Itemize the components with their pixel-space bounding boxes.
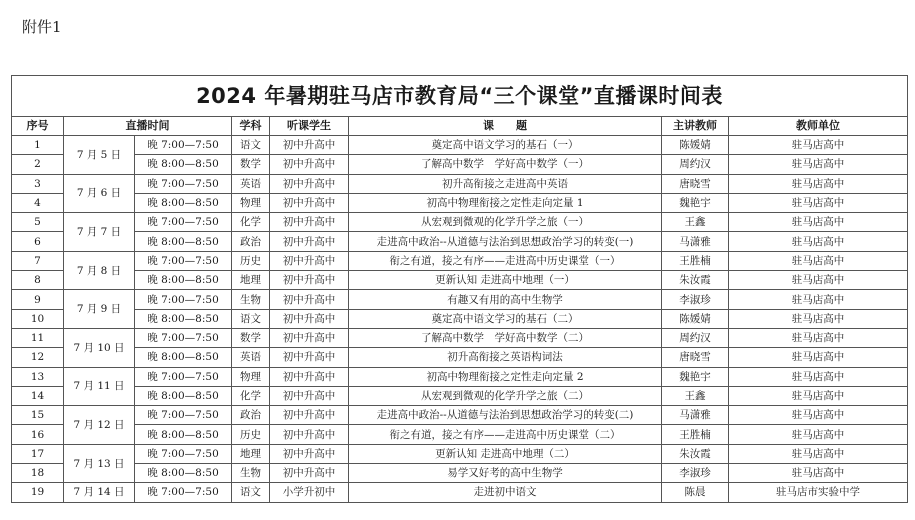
row-time: 晚 7:00—7:50 — [135, 328, 232, 347]
row-teacher: 陈晨 — [662, 483, 729, 502]
header-teacher: 主讲教师 — [662, 117, 729, 136]
row-seq: 13 — [12, 367, 64, 386]
row-teacher: 王胜楠 — [662, 251, 729, 270]
row-teacher: 王鑫 — [662, 386, 729, 405]
row-students: 初中升高中 — [270, 464, 349, 483]
table-row — [12, 271, 908, 290]
row-time: 晚 8:00—8:50 — [135, 232, 232, 251]
row-subject: 政治 — [232, 232, 270, 251]
row-subject: 语文 — [232, 136, 270, 155]
row-unit: 驻马店市实验中学 — [729, 483, 908, 502]
row-students: 初中升高中 — [270, 386, 349, 405]
row-unit: 驻马店高中 — [729, 251, 908, 270]
row-time: 晚 8:00—8:50 — [135, 309, 232, 328]
row-topic: 初升高衔接之走进高中英语 — [349, 174, 662, 193]
row-topic: 奠定高中语文学习的基石（一） — [349, 136, 662, 155]
row-students: 初中升高中 — [270, 367, 349, 386]
row-unit: 驻马店高中 — [729, 271, 908, 290]
row-topic: 初高中物理衔接之定性走向定量 2 — [349, 367, 662, 386]
row-date: 7 月 10 日 — [64, 328, 135, 367]
row-time: 晚 8:00—8:50 — [135, 193, 232, 212]
row-seq: 10 — [12, 309, 64, 328]
header-students: 听课学生 — [270, 117, 349, 136]
row-seq: 15 — [12, 406, 64, 425]
row-students: 初中升高中 — [270, 251, 349, 270]
row-students: 初中升高中 — [270, 213, 349, 232]
row-students: 初中升高中 — [270, 136, 349, 155]
row-date: 7 月 11 日 — [64, 367, 135, 406]
table-row — [12, 464, 908, 483]
row-subject: 物理 — [232, 193, 270, 212]
row-time: 晚 8:00—8:50 — [135, 386, 232, 405]
row-topic: 走进高中政治--从道德与法治到思想政治学习的转变(一) — [349, 232, 662, 251]
row-subject: 化学 — [232, 386, 270, 405]
row-topic: 从宏观到微观的化学升学之旅（一） — [349, 213, 662, 232]
row-topic: 初高中物理衔接之定性走向定量 1 — [349, 193, 662, 212]
row-topic: 易学又好考的高中生物学 — [349, 464, 662, 483]
row-date: 7 月 5 日 — [64, 136, 135, 175]
row-teacher: 魏艳宇 — [662, 193, 729, 212]
row-time: 晚 7:00—7:50 — [135, 406, 232, 425]
row-subject: 物理 — [232, 367, 270, 386]
row-unit: 驻马店高中 — [729, 328, 908, 347]
row-students: 小学升初中 — [270, 483, 349, 502]
row-teacher: 周约汉 — [662, 328, 729, 347]
row-date: 7 月 7 日 — [64, 213, 135, 252]
row-subject: 数学 — [232, 328, 270, 347]
row-unit: 驻马店高中 — [729, 213, 908, 232]
header-subject: 学科 — [232, 117, 270, 136]
row-students: 初中升高中 — [270, 444, 349, 463]
table-row — [12, 386, 908, 405]
row-seq: 4 — [12, 193, 64, 212]
row-subject: 历史 — [232, 251, 270, 270]
row-seq: 14 — [12, 386, 64, 405]
row-seq: 7 — [12, 251, 64, 270]
row-teacher: 唐晓雪 — [662, 174, 729, 193]
table-row — [12, 367, 908, 386]
header-unit: 教师单位 — [729, 117, 908, 136]
row-unit: 驻马店高中 — [729, 174, 908, 193]
row-seq: 2 — [12, 155, 64, 174]
row-topic: 衔之有道，接之有序——走进高中历史课堂（二） — [349, 425, 662, 444]
row-subject: 语文 — [232, 309, 270, 328]
row-students: 初中升高中 — [270, 348, 349, 367]
row-unit: 驻马店高中 — [729, 348, 908, 367]
row-subject: 数学 — [232, 155, 270, 174]
row-teacher: 唐晓雪 — [662, 348, 729, 367]
table-row — [12, 213, 908, 232]
row-unit: 驻马店高中 — [729, 136, 908, 155]
row-unit: 驻马店高中 — [729, 309, 908, 328]
row-time: 晚 7:00—7:50 — [135, 251, 232, 270]
schedule-rows — [12, 136, 908, 503]
row-seq: 16 — [12, 425, 64, 444]
row-subject: 英语 — [232, 174, 270, 193]
row-seq: 8 — [12, 271, 64, 290]
row-teacher: 王鑫 — [662, 213, 729, 232]
row-date: 7 月 6 日 — [64, 174, 135, 213]
table-row — [12, 155, 908, 174]
table-row — [12, 174, 908, 193]
row-seq: 12 — [12, 348, 64, 367]
table-row — [12, 425, 908, 444]
row-teacher: 李淑珍 — [662, 290, 729, 309]
header-topic: 课 题 — [349, 117, 662, 136]
row-students: 初中升高中 — [270, 309, 349, 328]
row-time: 晚 7:00—7:50 — [135, 444, 232, 463]
row-time: 晚 7:00—7:50 — [135, 174, 232, 193]
table-row — [12, 309, 908, 328]
row-students: 初中升高中 — [270, 406, 349, 425]
row-subject: 政治 — [232, 406, 270, 425]
row-date: 7 月 9 日 — [64, 290, 135, 329]
row-seq: 6 — [12, 232, 64, 251]
row-date: 7 月 8 日 — [64, 251, 135, 290]
row-time: 晚 8:00—8:50 — [135, 464, 232, 483]
table-row — [12, 136, 908, 155]
row-seq: 5 — [12, 213, 64, 232]
row-time: 晚 7:00—7:50 — [135, 483, 232, 502]
attachment-label: 附件1 — [22, 18, 62, 36]
row-time: 晚 7:00—7:50 — [135, 213, 232, 232]
row-unit: 驻马店高中 — [729, 425, 908, 444]
row-subject: 地理 — [232, 271, 270, 290]
row-students: 初中升高中 — [270, 328, 349, 347]
row-unit: 驻马店高中 — [729, 406, 908, 425]
row-subject: 生物 — [232, 290, 270, 309]
row-seq: 9 — [12, 290, 64, 309]
row-unit: 驻马店高中 — [729, 155, 908, 174]
row-topic: 走进高中政治--从道德与法治到思想政治学习的转变(二) — [349, 406, 662, 425]
row-unit: 驻马店高中 — [729, 193, 908, 212]
row-teacher: 陈媛婧 — [662, 309, 729, 328]
row-subject: 英语 — [232, 348, 270, 367]
schedule-table — [11, 75, 908, 503]
row-seq: 17 — [12, 444, 64, 463]
row-teacher: 陈媛婧 — [662, 136, 729, 155]
row-teacher: 魏艳宇 — [662, 367, 729, 386]
row-subject: 历史 — [232, 425, 270, 444]
row-subject: 化学 — [232, 213, 270, 232]
row-time: 晚 8:00—8:50 — [135, 348, 232, 367]
row-topic: 初升高衔接之英语构词法 — [349, 348, 662, 367]
table-row — [12, 290, 908, 309]
row-date: 7 月 12 日 — [64, 406, 135, 445]
row-seq: 18 — [12, 464, 64, 483]
row-seq: 1 — [12, 136, 64, 155]
row-teacher: 王胜楠 — [662, 425, 729, 444]
table-row — [12, 348, 908, 367]
row-time: 晚 7:00—7:50 — [135, 290, 232, 309]
table-row — [12, 483, 908, 502]
row-topic: 有趣又有用的高中生物学 — [349, 290, 662, 309]
row-teacher: 周约汉 — [662, 155, 729, 174]
row-topic: 从宏观到微观的化学升学之旅（二） — [349, 386, 662, 405]
header-time: 直播时间 — [64, 117, 232, 136]
row-topic: 衔之有道，接之有序——走进高中历史课堂（一） — [349, 251, 662, 270]
row-teacher: 朱汝霞 — [662, 444, 729, 463]
row-teacher: 马潇雅 — [662, 406, 729, 425]
table-row — [12, 328, 908, 347]
header-seq: 序号 — [12, 117, 64, 136]
row-subject: 生物 — [232, 464, 270, 483]
row-unit: 驻马店高中 — [729, 386, 908, 405]
row-time: 晚 8:00—8:50 — [135, 271, 232, 290]
row-students: 初中升高中 — [270, 193, 349, 212]
table-row — [12, 193, 908, 212]
row-topic: 更新认知 走进高中地理（二） — [349, 444, 662, 463]
table-row — [12, 251, 908, 270]
row-time: 晚 7:00—7:50 — [135, 136, 232, 155]
table-title: 2024 年暑期驻马店市教育局“三个课堂”直播课时间表 — [12, 76, 908, 117]
row-students: 初中升高中 — [270, 174, 349, 193]
row-time: 晚 7:00—7:50 — [135, 367, 232, 386]
row-seq: 3 — [12, 174, 64, 193]
row-time: 晚 8:00—8:50 — [135, 155, 232, 174]
row-students: 初中升高中 — [270, 290, 349, 309]
row-subject: 语文 — [232, 483, 270, 502]
row-seq: 11 — [12, 328, 64, 347]
row-date: 7 月 14 日 — [64, 483, 135, 502]
row-students: 初中升高中 — [270, 271, 349, 290]
row-topic: 走进初中语文 — [349, 483, 662, 502]
row-unit: 驻马店高中 — [729, 232, 908, 251]
row-seq: 19 — [12, 483, 64, 502]
row-teacher: 马潇雅 — [662, 232, 729, 251]
row-unit: 驻马店高中 — [729, 367, 908, 386]
row-teacher: 李淑珍 — [662, 464, 729, 483]
row-students: 初中升高中 — [270, 425, 349, 444]
table-row — [12, 232, 908, 251]
table-row — [12, 406, 908, 425]
row-date: 7 月 13 日 — [64, 444, 135, 483]
row-topic: 更新认知 走进高中地理（一） — [349, 271, 662, 290]
row-unit: 驻马店高中 — [729, 290, 908, 309]
row-teacher: 朱汝霞 — [662, 271, 729, 290]
row-time: 晚 8:00—8:50 — [135, 425, 232, 444]
header-row — [12, 117, 908, 136]
row-unit: 驻马店高中 — [729, 444, 908, 463]
row-subject: 地理 — [232, 444, 270, 463]
row-unit: 驻马店高中 — [729, 464, 908, 483]
table-row — [12, 444, 908, 463]
row-topic: 了解高中数学 学好高中数学（二） — [349, 328, 662, 347]
row-topic: 奠定高中语文学习的基石（二） — [349, 309, 662, 328]
row-students: 初中升高中 — [270, 155, 349, 174]
row-students: 初中升高中 — [270, 232, 349, 251]
row-topic: 了解高中数学 学好高中数学（一） — [349, 155, 662, 174]
